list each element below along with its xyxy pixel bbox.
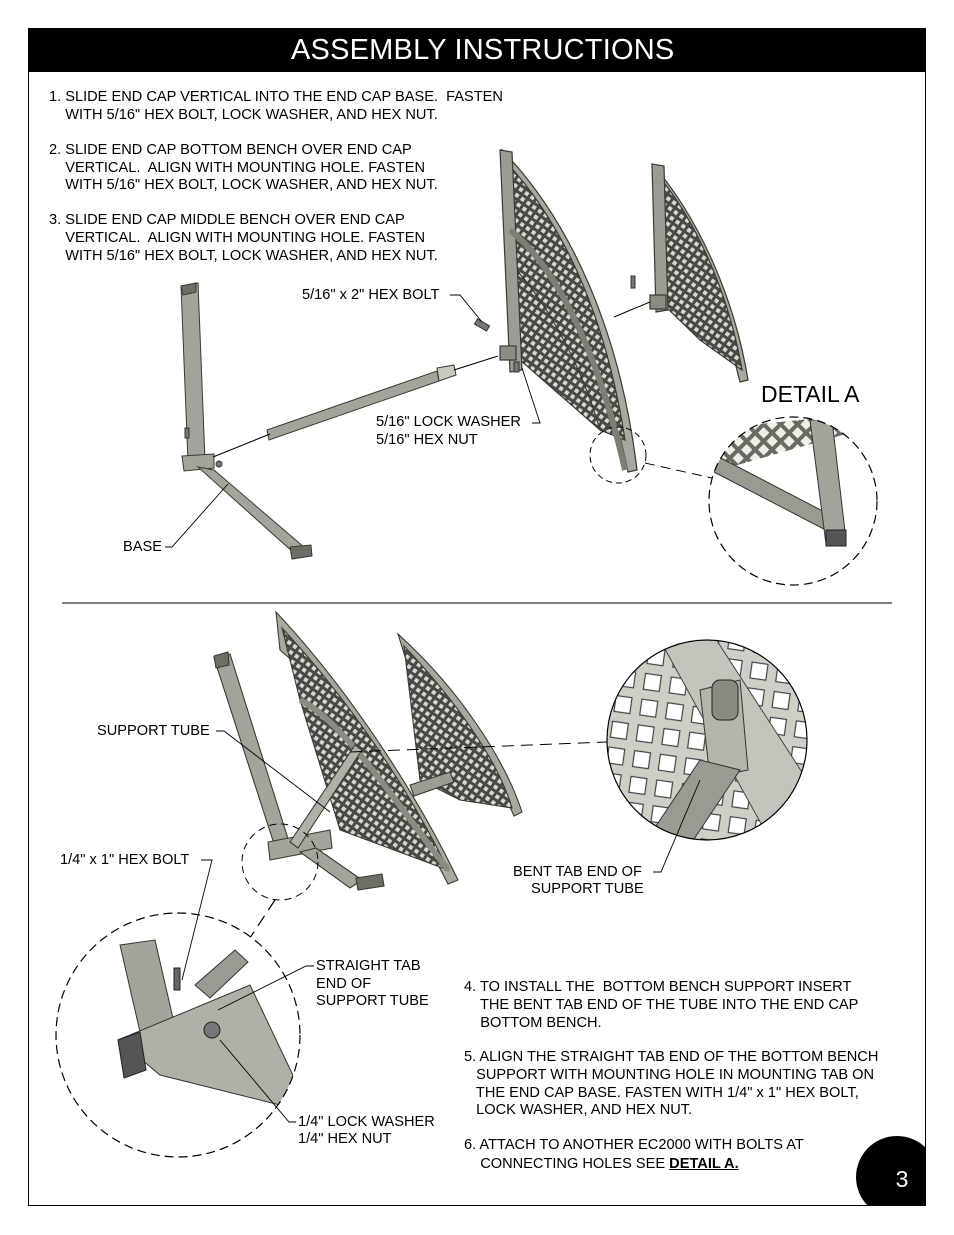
step-6-line-2 bbox=[464, 1156, 739, 1174]
page-title: ASSEMBLY INSTRUCTIONS bbox=[291, 34, 675, 66]
page-number: 3 bbox=[895, 1166, 909, 1192]
label-quarter-hex-bolt: 1/4" x 1" HEX BOLT bbox=[60, 852, 190, 868]
label-hex-bolt: 5/16" x 2" HEX BOLT bbox=[302, 287, 440, 303]
step-5-line-2: SUPPORT WITH MOUNTING HOLE IN MOUNTING TAB ON bbox=[464, 1067, 874, 1083]
step-6-line-1: 6. ATTACH TO ANOTHER EC2000 WITH BOLTS AT bbox=[464, 1137, 804, 1153]
label-base: BASE bbox=[123, 539, 162, 555]
label-bent-tab-1: BENT TAB END OF bbox=[513, 864, 642, 880]
step-3-line-2: VERTICAL. ALIGN WITH MOUNTING HOLE. FASTEN bbox=[49, 230, 425, 246]
label-straight-tab-3: SUPPORT TUBE bbox=[316, 993, 429, 1009]
step-5-line-4: LOCK WASHER, AND HEX NUT. bbox=[464, 1102, 693, 1118]
step-1-line-2: WITH 5/16" HEX BOLT, LOCK WASHER, AND HEX NUT. bbox=[49, 107, 438, 123]
label-quarter-lock-washer: 1/4" LOCK WASHER bbox=[298, 1114, 435, 1130]
label-straight-tab-1: STRAIGHT TAB bbox=[316, 958, 421, 974]
assembled-end-cap bbox=[214, 612, 522, 890]
banner-dashes bbox=[40, 33, 920, 66]
step-5-line-3: THE END CAP BASE. FASTEN WITH 1/4" x 1" HEX BOLT, bbox=[464, 1085, 859, 1101]
step-6-line-2-text: CONNECTING HOLES SEE bbox=[464, 1156, 670, 1172]
step-2-line-1: 2. SLIDE END CAP BOTTOM BENCH OVER END CAP bbox=[49, 142, 412, 158]
detail-a-title: DETAIL A bbox=[761, 381, 860, 407]
detail-a-link: DETAIL A. bbox=[669, 1156, 739, 1172]
step-3-line-1: 3. SLIDE END CAP MIDDLE BENCH OVER END CAP bbox=[49, 212, 405, 228]
middle-bench-panel bbox=[650, 164, 748, 382]
step-3-line-3: WITH 5/16" HEX BOLT, LOCK WASHER, AND HEX NUT. bbox=[49, 248, 438, 264]
step-1-line-1: 1. SLIDE END CAP VERTICAL INTO THE END CAP BASE. FASTEN bbox=[49, 89, 503, 105]
step-5-line-1: 5. ALIGN THE STRAIGHT TAB END OF THE BOTTOM BENCH bbox=[464, 1049, 879, 1065]
page-number-badge bbox=[856, 1136, 926, 1206]
step-2-line-2: VERTICAL. ALIGN WITH MOUNTING HOLE. FASTEN bbox=[49, 160, 425, 176]
label-lock-washer: 5/16" LOCK WASHER bbox=[376, 414, 521, 430]
label-hex-nut: 5/16" HEX NUT bbox=[376, 432, 478, 448]
detail-a-zoom bbox=[700, 410, 890, 590]
label-bent-tab-2: SUPPORT TUBE bbox=[531, 881, 644, 897]
step-4-line-1: 4. TO INSTALL THE BOTTOM BENCH SUPPORT INSERT bbox=[464, 979, 852, 995]
step-2-line-3: WITH 5/16" HEX BOLT, LOCK WASHER, AND HEX NUT. bbox=[49, 177, 438, 193]
label-straight-tab-2: END OF bbox=[316, 976, 372, 992]
straight-tab-detail bbox=[50, 910, 310, 1160]
bent-tab-detail bbox=[600, 630, 820, 860]
step-4-line-3: BOTTOM BENCH. bbox=[464, 1015, 602, 1031]
step-4-line-2: THE BENT TAB END OF THE TUBE INTO THE END CAP bbox=[464, 997, 859, 1013]
label-support-tube: SUPPORT TUBE bbox=[97, 723, 210, 739]
label-quarter-hex-nut: 1/4" HEX NUT bbox=[298, 1131, 392, 1147]
